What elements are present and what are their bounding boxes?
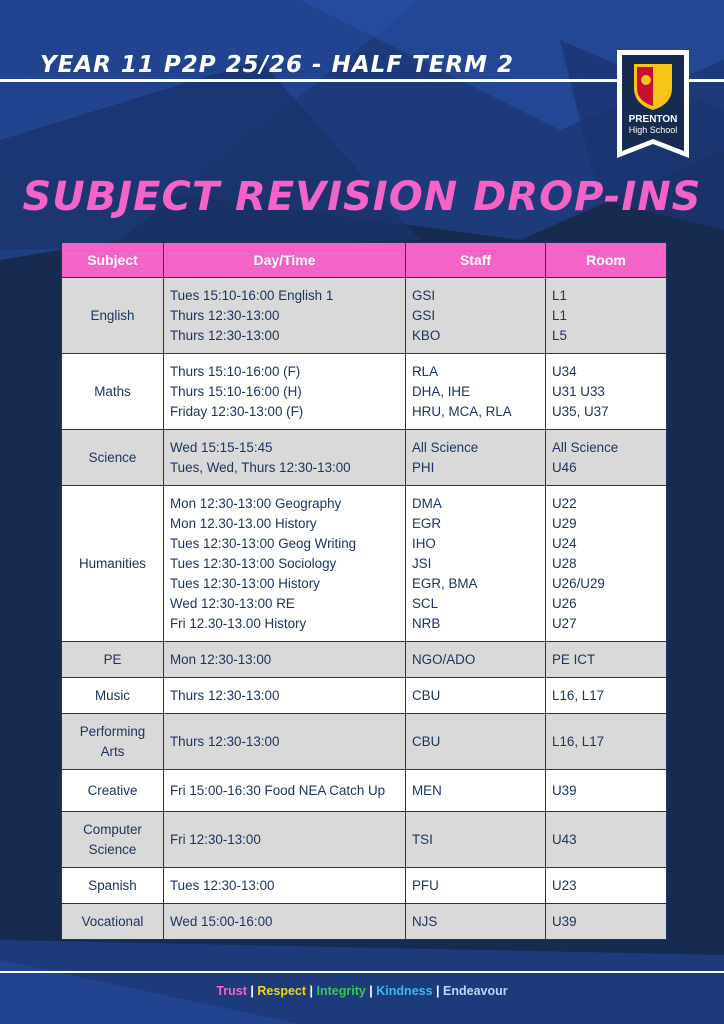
- room-cell: [546, 904, 667, 940]
- subject-cell: [62, 354, 164, 430]
- room-cell-line: L5: [552, 327, 567, 343]
- footer-value-integrity: Integrity: [316, 984, 366, 998]
- room-cell-line: U29: [552, 515, 577, 531]
- day-time-cell-line: Mon 12:30-13:00: [170, 651, 272, 667]
- header-staff: Staff: [406, 243, 546, 278]
- footer-divider: [0, 971, 724, 973]
- room-cell: [546, 642, 667, 678]
- staff-cell-line: CBU: [412, 687, 441, 703]
- room-cell-line: U35, U37: [552, 403, 609, 419]
- school-name: PRENTON: [628, 114, 678, 125]
- staff-cell-line: NGO/ADO: [412, 651, 476, 667]
- staff-cell: [406, 678, 546, 714]
- day-time-cell: [164, 486, 406, 642]
- day-time-cell-line: Thurs 12:30-13:00: [170, 687, 280, 703]
- day-time-cell: [164, 904, 406, 940]
- subject-cell: [62, 868, 164, 904]
- table-row: [62, 486, 667, 642]
- footer-separator: |: [250, 984, 254, 998]
- main-title: SUBJECT REVISION DROP-INS: [22, 174, 702, 220]
- staff-cell-line: IHO: [412, 535, 436, 551]
- room-cell: [546, 868, 667, 904]
- subject-cell: [62, 812, 164, 868]
- staff-cell-line: DMA: [412, 495, 442, 511]
- subject-cell: [62, 278, 164, 354]
- staff-cell: [406, 904, 546, 940]
- table-row: [62, 770, 667, 812]
- staff-cell-line: KBO: [412, 327, 441, 343]
- day-time-cell: [164, 354, 406, 430]
- subject-cell-line: Music: [95, 687, 130, 703]
- day-time-cell: [164, 430, 406, 486]
- staff-cell: [406, 812, 546, 868]
- room-cell-line: U46: [552, 459, 577, 475]
- day-time-cell-line: Thurs 15:10-16:00 (H): [170, 383, 302, 399]
- day-time-cell-line: Wed 15:00-16:00: [170, 913, 273, 929]
- school-subtitle: High School: [628, 125, 678, 135]
- room-cell-line: U23: [552, 877, 577, 893]
- staff-cell-line: HRU, MCA, RLA: [412, 403, 512, 419]
- header-title: YEAR 11 P2P 25/26 - HALF TERM 2: [40, 52, 515, 78]
- footer-separator: |: [436, 984, 440, 998]
- table-row: [62, 354, 667, 430]
- staff-cell-line: NJS: [412, 913, 438, 929]
- subject-cell-line: Computer: [83, 821, 142, 837]
- subject-cell: [62, 678, 164, 714]
- day-time-cell: [164, 278, 406, 354]
- footer-value-endeavour: Endeavour: [443, 984, 508, 998]
- day-time-cell: [164, 642, 406, 678]
- school-logo: [617, 50, 689, 160]
- day-time-cell: [164, 678, 406, 714]
- staff-cell-line: MEN: [412, 782, 442, 798]
- room-cell: [546, 770, 667, 812]
- subject-cell: [62, 486, 164, 642]
- table-body: [62, 278, 667, 940]
- revision-table: [61, 242, 667, 940]
- day-time-cell-line: Thurs 12:30-13:00: [170, 327, 280, 343]
- footer-separator: |: [369, 984, 373, 998]
- room-cell-line: U39: [552, 913, 577, 929]
- room-cell: [546, 278, 667, 354]
- day-time-cell-line: Fri 15:00-16:30 Food NEA Catch Up: [170, 782, 386, 798]
- staff-cell-line: RLA: [412, 363, 439, 379]
- day-time-cell-line: Tues 15:10-16:00 English 1: [170, 287, 334, 303]
- table-row: [62, 868, 667, 904]
- room-cell-line: U28: [552, 555, 577, 571]
- subject-cell: [62, 904, 164, 940]
- staff-cell-line: EGR: [412, 515, 442, 531]
- room-cell-line: U39: [552, 782, 577, 798]
- day-time-cell-line: Tues, Wed, Thurs 12:30-13:00: [170, 459, 351, 475]
- footer-value-trust: Trust: [216, 984, 247, 998]
- staff-cell-line: All Science: [412, 439, 479, 455]
- room-cell-line: U22: [552, 495, 577, 511]
- subject-cell-line: Vocational: [81, 913, 144, 929]
- footer-value-respect: Respect: [257, 984, 307, 998]
- day-time-cell-line: Tues 12:30-13:00 History: [170, 575, 320, 591]
- subject-cell-line: English: [90, 307, 135, 323]
- staff-cell-line: JSI: [412, 555, 432, 571]
- day-time-cell-line: Tues 12:30-13:00: [170, 877, 275, 893]
- room-cell: [546, 812, 667, 868]
- room-cell: [546, 714, 667, 770]
- day-time-cell-line: Fri 12.30-13.00 History: [170, 615, 307, 631]
- staff-cell-line: PFU: [412, 877, 439, 893]
- subject-cell-line: Maths: [94, 383, 131, 399]
- table-row: [62, 430, 667, 486]
- day-time-cell-line: Fri 12:30-13:00: [170, 831, 261, 847]
- table-row: [62, 678, 667, 714]
- footer-separator: |: [309, 984, 314, 998]
- staff-cell: [406, 642, 546, 678]
- day-time-cell: [164, 812, 406, 868]
- values-footer: [0, 984, 724, 998]
- room-cell-line: U34: [552, 363, 577, 379]
- room-cell-line: U27: [552, 615, 577, 631]
- subject-cell-line: Arts: [100, 743, 125, 759]
- staff-cell-line: SCL: [412, 595, 439, 611]
- subject-cell-line: PE: [103, 651, 122, 667]
- staff-cell: [406, 714, 546, 770]
- day-time-cell-line: Thurs 15:10-16:00 (F): [170, 363, 301, 379]
- subject-cell-line: Science: [88, 449, 137, 465]
- staff-cell-line: EGR, BMA: [412, 575, 478, 591]
- staff-cell: [406, 354, 546, 430]
- header-subject: Subject: [62, 243, 164, 278]
- subject-cell: [62, 430, 164, 486]
- table-row: [62, 714, 667, 770]
- header-room: Room: [546, 243, 667, 278]
- room-cell-line: U31 U33: [552, 383, 605, 399]
- staff-cell: [406, 430, 546, 486]
- subject-cell-line: Performing: [79, 723, 146, 739]
- day-time-cell-line: Wed 15:15-15:45: [170, 439, 273, 455]
- day-time-cell: [164, 868, 406, 904]
- table-row: [62, 904, 667, 940]
- room-cell-line: U26/U29: [552, 575, 605, 591]
- day-time-cell-line: Friday 12:30-13:00 (F): [170, 403, 304, 419]
- staff-cell-line: NRB: [412, 615, 441, 631]
- staff-cell: [406, 486, 546, 642]
- day-time-cell-line: Thurs 12:30-13:00: [170, 307, 280, 323]
- footer-value-kindness: Kindness: [376, 984, 433, 998]
- day-time-cell-line: Thurs 12:30-13:00: [170, 733, 280, 749]
- day-time-cell-line: Tues 12:30-13:00 Sociology: [170, 555, 337, 571]
- staff-cell-line: GSI: [412, 287, 436, 303]
- staff-cell-line: DHA, IHE: [412, 383, 471, 399]
- subject-cell: [62, 714, 164, 770]
- table-row: [62, 278, 667, 354]
- day-time-cell-line: Tues 12:30-13:00 Geog Writing: [170, 535, 357, 551]
- room-cell-line: U43: [552, 831, 577, 847]
- subject-cell-line: Spanish: [88, 877, 137, 893]
- day-time-cell-line: Mon 12.30-13.00 History: [170, 515, 317, 531]
- day-time-cell-line: Wed 12:30-13:00 RE: [170, 595, 295, 611]
- room-cell-line: L16, L17: [552, 687, 605, 703]
- room-cell-line: All Science: [552, 439, 619, 455]
- room-cell: [546, 354, 667, 430]
- staff-cell: [406, 770, 546, 812]
- room-cell-line: L1: [552, 307, 567, 323]
- room-cell-line: L1: [552, 287, 567, 303]
- subject-cell-line: Humanities: [79, 555, 146, 571]
- staff-cell-line: CBU: [412, 733, 441, 749]
- room-cell-line: U26: [552, 595, 577, 611]
- subject-cell: [62, 770, 164, 812]
- room-cell: [546, 486, 667, 642]
- room-cell: [546, 678, 667, 714]
- header-day-time: Day/Time: [164, 243, 406, 278]
- staff-cell: [406, 868, 546, 904]
- staff-cell-line: TSI: [412, 831, 433, 847]
- staff-cell: [406, 278, 546, 354]
- table-header-row: [62, 243, 667, 278]
- staff-cell-line: GSI: [412, 307, 436, 323]
- staff-cell-line: PHI: [412, 459, 435, 475]
- room-cell-line: PE ICT: [552, 651, 596, 667]
- day-time-cell: [164, 770, 406, 812]
- table-row: [62, 642, 667, 678]
- room-cell: [546, 430, 667, 486]
- subject-cell-line: Science: [88, 841, 137, 857]
- room-cell-line: U24: [552, 535, 577, 551]
- subject-cell-line: Creative: [87, 782, 138, 798]
- table-row: [62, 812, 667, 868]
- header-divider: [0, 79, 724, 82]
- room-cell-line: L16, L17: [552, 733, 605, 749]
- subject-cell: [62, 642, 164, 678]
- school-logo-label: [617, 114, 689, 136]
- day-time-cell: [164, 714, 406, 770]
- day-time-cell-line: Mon 12:30-13:00 Geography: [170, 495, 342, 511]
